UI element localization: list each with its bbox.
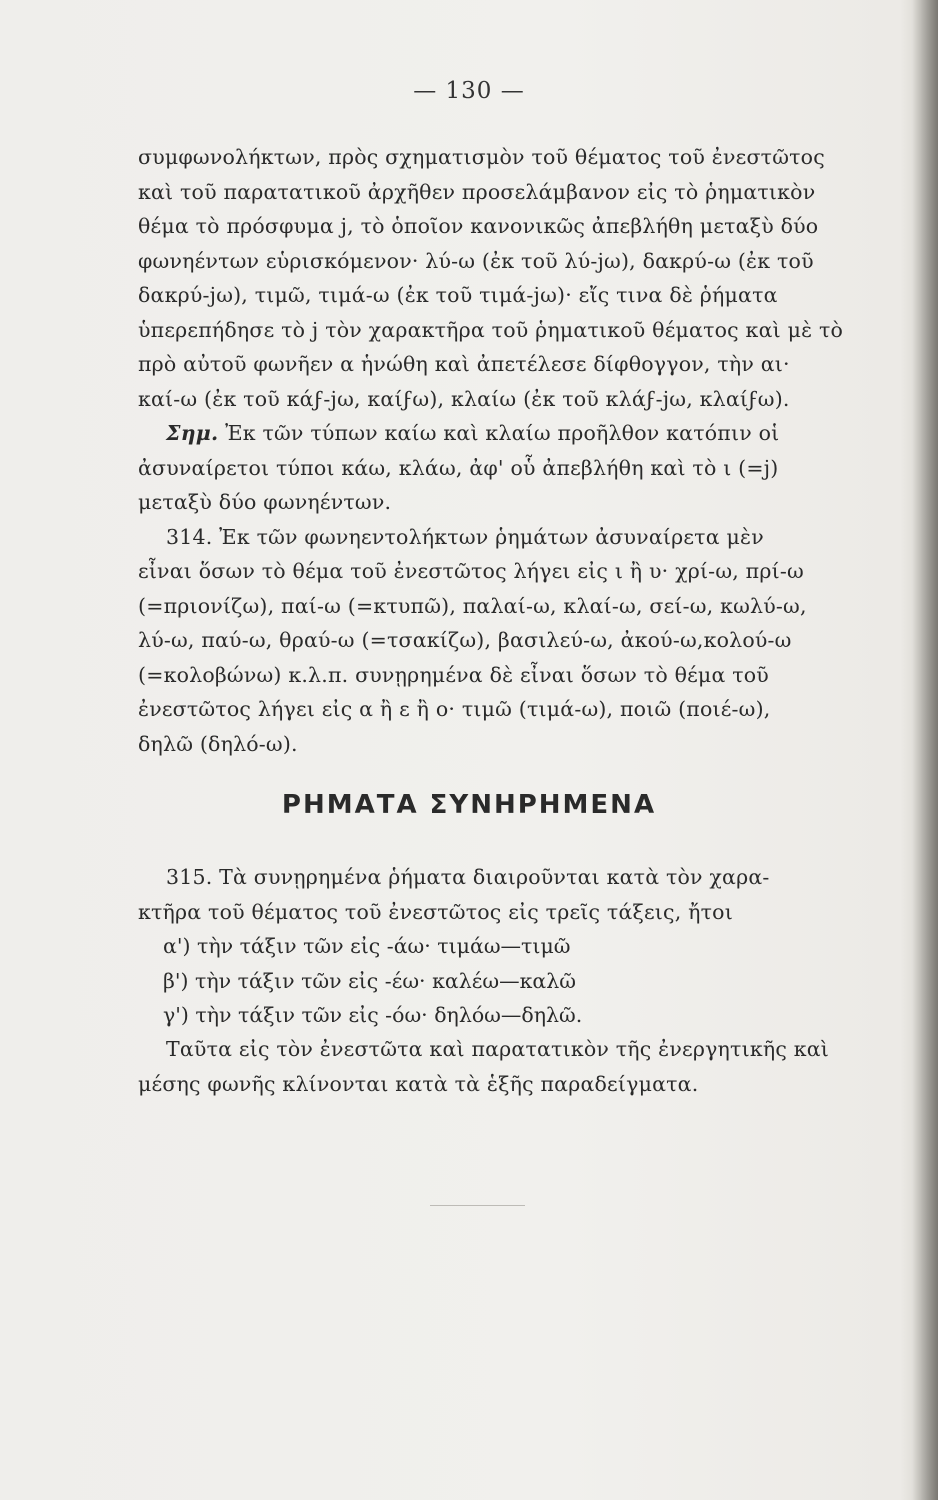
sec314-line: (=πριονίζω), παί-ω (=κτυπῶ), παλαί-ω, κλαί-ω, σεί-ω, κωλύ-ω, — [138, 593, 807, 618]
note-line: μεταξὺ δύο φωνηέντων. — [138, 490, 392, 514]
text-line: θέμα τὸ πρόσφυμα j, τὸ ὁποῖον κανονικῶς ἀπεβλήθη μεταξὺ δύο — [138, 214, 819, 238]
closing-line: μέσης φωνῆς κλίνονται κατὰ τὰ ἑξῆς παραδείγματα. — [138, 1071, 699, 1096]
page-binding-shadow — [912, 0, 938, 1500]
sec315-line: 315. Τὰ συνῃρημένα ῥήματα διαιροῦνται κατὰ τὸν χαρα- — [166, 865, 770, 889]
list-item: α') τὴν τάξιν τῶν εἰς -άω· τιμάω—τιμῶ — [163, 934, 571, 958]
text-line: καὶ τοῦ παρατατικοῦ ἀρχῆθεν προσελάμβανον εἰς τὸ ῥηματικὸν — [138, 179, 816, 204]
note-line — [138, 416, 873, 451]
sec314-line: εἶναι ὅσων τὸ θέμα τοῦ ἐνεστῶτος λήγει εἰς ι ἢ υ· χρί-ω, πρί-ω — [138, 559, 804, 583]
text-line: φωνηέντων εὑρισκόμενον· λύ-ω (ἐκ τοῦ λύ-jω), δακρύ-ω (ἐκ τοῦ — [138, 248, 814, 273]
paragraph-315 — [138, 860, 873, 929]
note-label: Σημ. — [166, 421, 219, 445]
text-line: δακρύ-jω), τιμῶ, τιμά-ω (ἐκ τοῦ τιμά-jω)· εἴς τινα δὲ ῥήματα — [138, 283, 778, 307]
list-item: γ') τὴν τάξιν τῶν εἰς -όω· δηλόω—δηλῶ. — [163, 1003, 583, 1027]
classes-list — [163, 929, 582, 1033]
text-line: ὑπερεπήδησε τὸ j τὸν χαρακτῆρα τοῦ ῥηματικοῦ θέματος καὶ μὲ τὸ — [138, 317, 844, 342]
section-title: ΡΗΜΑΤΑ ΣΥΝΗΡΗΜΕΝΑ — [281, 790, 657, 820]
closing-line: Ταῦτα εἰς τὸν ἐνεστῶτα καὶ παρατατικὸν τῆς ἐνεργητικῆς καὶ — [166, 1037, 830, 1061]
divider — [430, 1205, 525, 1206]
text-line: πρὸ αὐτοῦ φωνῆεν α ἡνώθη καὶ ἀπετέλεσε δίφθογγον, τὴν αι· — [138, 352, 790, 376]
sec314-line: δηλῶ (δηλό-ω). — [138, 731, 298, 756]
note-line: ἀσυναίρετοι τύποι κάω, κλάω, ἀφ' οὗ ἀπεβλήθη καὶ τὸ ι (=j) — [138, 455, 779, 480]
sec314-line: λύ-ω, παύ-ω, θραύ-ω (=τσακίζω), βασιλεύ-ω, ἀκού-ω,κολού-ω — [138, 628, 792, 652]
sec314-line: 314. Ἐκ τῶν φωνηεντολήκτων ῥημάτων ἀσυναίρετα μὲν — [166, 524, 764, 549]
paragraph-block1 — [138, 140, 873, 761]
sec314-line: ἐνεστῶτος λήγει εἰς α ἢ ε ἢ ο· τιμῶ (τιμά-ω), ποιῶ (ποιέ-ω), — [138, 697, 771, 721]
text-line: καί-ω (ἐκ τοῦ κάϝ-jω, καίϝω), κλαίω (ἐκ τοῦ κλάϝ-jω, κλαίϝω). — [138, 386, 790, 411]
text-line: συμφωνολήκτων, πρὸς σχηματισμὸν τοῦ θέματος τοῦ ἐνεστῶτος — [138, 145, 825, 169]
sec315-line: κτῆρα τοῦ θέματος τοῦ ἐνεστῶτος εἰς τρεῖς τάξεις, ἤτοι — [138, 899, 733, 924]
sec314-line: (=κολοβώνω) κ.λ.π. συνῃρημένα δὲ εἶναι ὅσων τὸ θέμα τοῦ — [138, 662, 769, 687]
paragraph-closing — [138, 1032, 873, 1101]
list-item: β') τὴν τάξιν τῶν εἰς -έω· καλέω—καλῶ — [163, 968, 576, 993]
note-text: Ἐκ τῶν τύπων καίω καὶ κλαίω προῆλθον κατόπιν οἱ — [225, 421, 780, 445]
page-number: — 130 — — [413, 78, 525, 104]
